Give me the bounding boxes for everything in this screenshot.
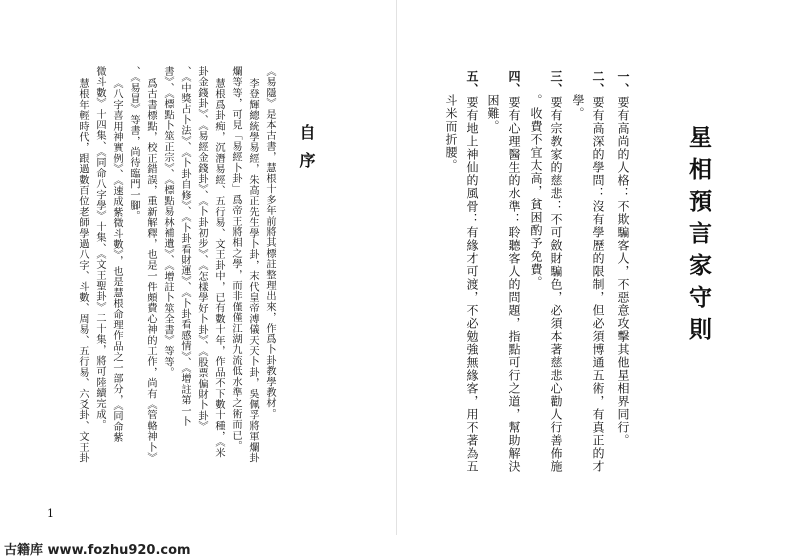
- rule-text: 斗米而折腰。: [444, 94, 458, 172]
- preface-line: 爲古書標點，校正錯誤，重新解釋，也是一件頗費心神的工作，尚有《管輅神卜》: [145, 78, 156, 464]
- footer-text: [4, 539, 191, 558]
- preface-line: 慧根年輕時代，跟過數百位老師學過八字、斗數、周易、五行易、六爻卦、文王卦: [77, 78, 88, 464]
- rule-5-cont: [441, 94, 461, 172]
- preface-line: 慧根爲卦痴，沉潛易經、五行易、文王卦中，已有數十年，作品不下數十種，《米: [213, 78, 224, 459]
- preface-line: 微斗數》十四集、《同命八字學》十集、《文王聖卦》二十集，將可陸續完成。: [94, 66, 105, 431]
- rule-text: 要有地上神仙的風骨：有緣才可渡，不必勉強無緣客，用不著為五: [465, 96, 479, 473]
- preface-line: 、《易冒》等書，尚待臨門一腳。: [128, 66, 139, 222]
- site-name: 古籍库: [4, 543, 44, 558]
- rule-text: 要有宗教家的慈悲：不可斂財騙色，必須本著慈悲心勸人行善佈施: [549, 96, 563, 473]
- rule-1: [613, 70, 633, 447]
- site-url[interactable]: www.fozhu920.com: [47, 543, 191, 558]
- rule-text: 學。: [571, 94, 585, 120]
- rule-text: 要有高尚的人格：不欺騙客人，不惡意攻擊其他星相界同行。: [616, 96, 630, 447]
- preface-line: 卦金錢卦》、《易經金錢卦》、《卜卦初步》、《怎樣學好卜卦》、《股票偏財卜卦》: [196, 66, 207, 432]
- page-number: 1: [47, 507, 54, 520]
- preface-line: 李登輝總統學易經，朱高正先生學卜卦，末代皇帝溥儀天天卜卦，吳佩孚將軍爛卦: [247, 78, 258, 464]
- preface-title: 自序: [297, 124, 316, 180]
- rule-5: [462, 70, 482, 473]
- rule-number: 四、: [507, 70, 521, 96]
- left-page: [0, 0, 396, 535]
- preface-line: 爛等等，可見「易經卜卦」爲帝王將相之學，而非僅僅江湖九流低水準之術而已。: [230, 66, 241, 452]
- page-fold: [396, 0, 397, 535]
- rule-number: 一、: [616, 70, 630, 96]
- rule-3: [546, 70, 566, 473]
- rule-text: 。收費不宜太高，貧困酌予免費。: [529, 94, 543, 289]
- preface-line: 《八字喜用神實例》、《速成紫微斗數》，也是慧根命理作品之一部分，《同命紫: [111, 78, 122, 443]
- right-page: [397, 0, 793, 535]
- rule-number: 五、: [465, 70, 479, 96]
- rule-2-cont: [568, 94, 588, 120]
- rule-number: 二、: [591, 70, 605, 96]
- rule-text: 困難。: [486, 94, 500, 133]
- preface-line: 《易隱》是本古書，慧根十多年前將其標註整理出來，作爲卜卦教學教材。: [264, 66, 275, 420]
- rule-2: [588, 70, 608, 473]
- preface-line: 、《中獎占卜法》、《卜卦自修》、《卜卦看財運》、《卜卦看感情》、《增註第一卜: [179, 66, 190, 427]
- rule-text: 要有高深的學問：沒有學歷的限制，但必須博通五術，有真正的才: [591, 96, 605, 473]
- rule-4-cont: [483, 94, 503, 133]
- rule-4: [504, 70, 524, 473]
- rule-text: 要有心理醫生的水準：聆聽客人的問題，指點可行之道，幫助解決: [507, 96, 521, 473]
- footer-watermark: [0, 535, 793, 560]
- rule-number: 三、: [549, 70, 563, 96]
- rules-title: 星相預言家守則: [685, 125, 712, 349]
- rule-3-cont: [526, 94, 546, 289]
- preface-line: 書》、《標點卜筮正宗》、《標點易林補遺》、《增註卜筮全書》等等。: [162, 66, 173, 378]
